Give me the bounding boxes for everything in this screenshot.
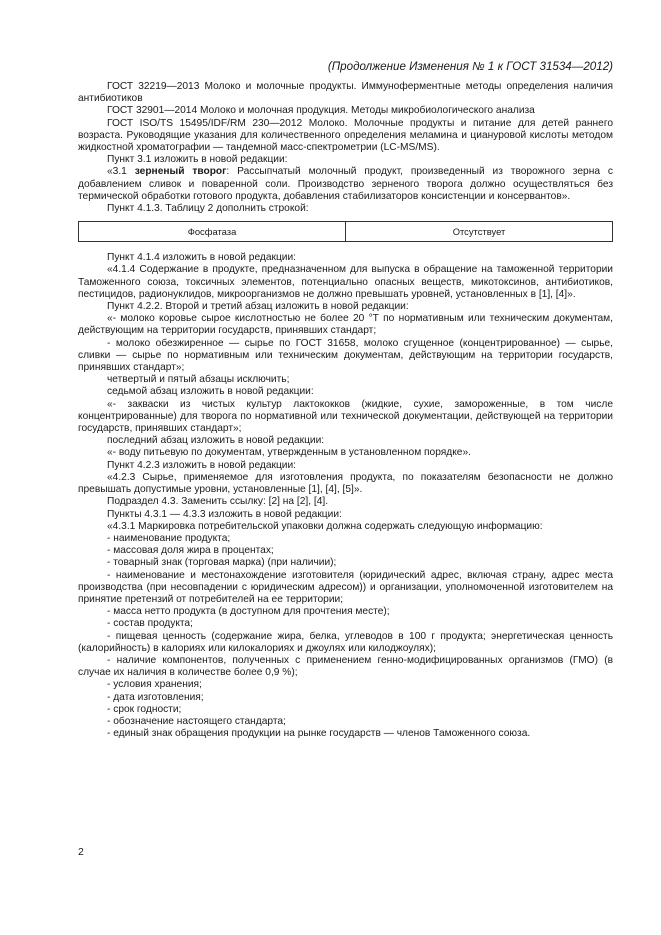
paragraph: - единый знак обращения продукции на рынке государств — членов Таможенного союза. (107, 728, 531, 740)
definition-3-1: «3.1 зерненый творог: Рассыпчатый молочный продукт, произведенный из творожного зерна с добавлением сливок и поваренной соли. Производство зерненого творога должно осуществляться без термической обработки готового продукта, добавления стабилизаторов консистенции и консервантов». (78, 166, 613, 202)
top-paragraphs (78, 81, 613, 166)
paragraph: «- закваски из чистых культур лактококков (жидкие, сухие, замороженные, в том числе концентрированные) для творога по нормативной или технической документации, действующей на территории государств, принявших стандарт»; (78, 398, 613, 435)
paragraph: - молоко обезжиренное — сырье по ГОСТ 31658, молоко сгущенное (концентрированное) — сырье, сливки — сырье по нормативным или техническим документам, действующим на территории государств, принявших стандарт»; (78, 337, 613, 374)
paragraph: последний абзац изложить в новой редакции: (107, 435, 325, 447)
paragraph: - массовая доля жира в процентах; (107, 545, 274, 557)
paragraph: - наличие компонентов, полученных с применением генно-модифицированных организмов (ГМО) (в случае их наличия в количестве более 0,9 %); (78, 654, 613, 679)
paragraph: седьмой абзац изложить в новой редакции: (107, 386, 314, 398)
paragraph: - наименование продукта; (107, 532, 231, 544)
paragraph: ГОСТ 32219—2013 Молоко и молочные продукты. Иммуноферментные методы определения наличия антибиотиков (78, 81, 613, 105)
paragraph: «4.2.3 Сырье, применяемое для изготовления продукта, по показателям безопасности не должно превышать допустимые уровни, установленные [1], [4], [5]». (78, 471, 613, 496)
paragraph: ГОСТ 32901—2014 Молоко и молочная продукция. Методы микробиологического анализа (107, 105, 535, 117)
paragraph: Пункт 4.2.2. Второй и третий абзац изложить в новой редакции: (107, 301, 409, 313)
paragraph: - условия хранения; (107, 679, 202, 691)
paragraph: - товарный знак (торговая марка) (при наличии); (107, 557, 337, 569)
paragraph: - масса нетто продукта (в доступном для прочтения месте); (107, 606, 390, 618)
table-cell-value: Отсутствует (346, 222, 613, 242)
bottom-paragraphs (78, 252, 613, 740)
table-cell-indicator: Фосфатаза (79, 222, 346, 242)
paragraph: Пункт 3.1 изложить в новой редакции: (107, 154, 288, 166)
paragraph: ГОСТ ISO/TS 15495/IDF/RM 230—2012 Молоко. Молочные продукты и питание для детей раннего возраста. Руководящие указания для количественного определения меламина и циануровой кислоты методом жидкостной хроматографии — тандемной масс-спектрометрии (LC-MS/MS). (78, 117, 613, 154)
page-header: (Продолжение Изменения № 1 к ГОСТ 31534—2012) (327, 60, 613, 73)
table-2-addition (78, 221, 613, 242)
table-intro: Пункт 4.1.3. Таблицу 2 дополнить строкой: (107, 203, 309, 215)
paragraph: «- воду питьевую по документам, утвержденным в установленном порядке». (107, 447, 471, 459)
paragraph: - дата изготовления; (107, 691, 204, 703)
paragraph: - наименование и местонахождение изготовителя (юридический адрес, включая страну, адрес места производства (при несовпадении с юридическим адресом)) и организации, уполномоченной изготовителем на принятие претензий от потребителей на ее территории; (78, 569, 613, 605)
paragraph: - пищевая ценность (содержание жира, белка, углеводов в 100 г продукта; энергетическая ценность (калорийность) в калориях или килокалориях и джоулях или килоджоулях); (78, 630, 613, 654)
paragraph: четвертый и пятый абзацы исключить; (107, 374, 290, 386)
paragraph: Пункты 4.3.1 — 4.3.3 изложить в новой редакции: (107, 508, 342, 520)
paragraph: Пункт 4.1.4 изложить в новой редакции: (107, 252, 297, 264)
paragraph: - обозначение настоящего стандарта; (107, 715, 286, 727)
paragraph: Пункт 4.2.3 изложить в новой редакции: (107, 459, 297, 471)
table-row (79, 222, 613, 242)
paragraph: «4.1.4 Содержание в продукте, предназначенном для выпуска в обращение на таможенной территории Таможенного союза, токсичных элементов, потенциально опасных веществ, микотоксинов, антибиотиков, пестицидов, радионуклидов, микроорганизмов не должно превышать уровней, установленных в [1], [4]». (78, 264, 613, 300)
definition-term: зерненый творог (134, 166, 227, 178)
paragraph: «4.3.1 Маркировка потребительской упаковки должна содержать следующую информацию: (107, 520, 543, 532)
paragraph: - срок годности; (107, 703, 182, 715)
paragraph: Подраздел 4.3. Заменить ссылку: [2] на [2], [4]. (107, 496, 329, 508)
page-number: 2 (78, 846, 84, 858)
paragraph: «- молоко коровье сырое кислотностью не более 20 °Т по нормативным или техническим документам, действующим на территории государств, принявших стандарт; (78, 313, 613, 337)
paragraph: - состав продукта; (107, 618, 193, 630)
document-body (78, 81, 613, 740)
